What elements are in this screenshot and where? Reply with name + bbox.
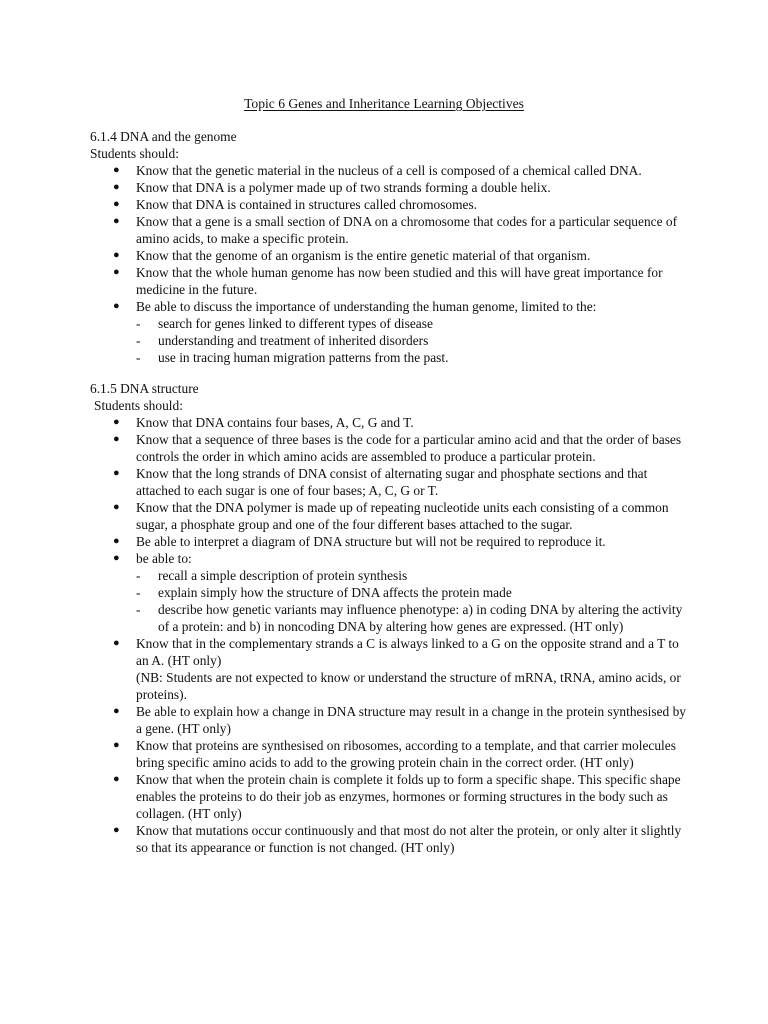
sub-item-text: describe how genetic variants may influence phenotype: a) in coding DNA by altering the activity of a protein: and b) in noncoding DNA by altering how genes are expressed. (HT only) xyxy=(158,602,683,634)
sub-item xyxy=(136,601,690,635)
bullet-icon: ● xyxy=(113,164,120,176)
sub-item-text: search for genes linked to different types of disease xyxy=(158,316,433,331)
objective-text: Be able to discuss the importance of understanding the human genome, limited to the: xyxy=(136,299,597,314)
bullet-icon: ● xyxy=(113,739,120,751)
dash-icon: - xyxy=(136,333,141,348)
objective-text: Know that DNA is a polymer made up of two strands forming a double helix. xyxy=(136,180,551,195)
objective-text: Be able to explain how a change in DNA structure may result in a change in the protein synthesised by a gene. (HT only) xyxy=(136,704,686,736)
objective-text: Know that DNA contains four bases, A, C, G and T. xyxy=(136,415,414,430)
dash-icon: - xyxy=(136,568,141,583)
bullet-icon: ● xyxy=(113,300,120,312)
sub-item xyxy=(136,315,690,332)
objective-item xyxy=(90,264,690,298)
objective-text: Know that mutations occur continuously and that most do not alter the protein, or only alter it slightly so that its appearance or function is not changed. (HT only) xyxy=(136,823,682,855)
objective-text: Know that proteins are synthesised on ribosomes, according to a template, and that carrier molecules bring specific amino acids to add to the growing protein chain in the correct order. (HT only) xyxy=(136,738,676,770)
objective-item xyxy=(90,213,690,247)
bullet-icon: ● xyxy=(113,433,120,445)
objective-item xyxy=(90,822,690,856)
sub-item xyxy=(136,584,690,601)
sub-list xyxy=(136,567,690,635)
sub-item-text: explain simply how the structure of DNA affects the protein made xyxy=(158,585,512,600)
objective-item xyxy=(90,431,690,465)
dash-icon: - xyxy=(136,350,141,365)
dash-icon: - xyxy=(136,585,141,600)
objective-note: (NB: Students are not expected to know or understand the structure of mRNA, tRNA, amino acids, or proteins). xyxy=(136,670,681,702)
objective-list xyxy=(90,162,690,366)
objective-item xyxy=(90,550,690,635)
objective-item xyxy=(90,196,690,213)
objective-text: Know that the DNA polymer is made up of repeating nucleotide units each consisting of a common sugar, a phosphate group and one of the four different bases attached to the sugar. xyxy=(136,500,669,532)
objective-text: Be able to interpret a diagram of DNA structure but will not be required to reproduce it. xyxy=(136,534,606,549)
sub-item xyxy=(136,567,690,584)
document-title: Topic 6 Genes and Inheritance Learning Objectives xyxy=(244,96,524,111)
objective-text: Know that in the complementary strands a C is always linked to a G on the opposite strand and a T to an A. (HT only) xyxy=(136,636,679,668)
bullet-icon: ● xyxy=(113,773,120,785)
bullet-icon: ● xyxy=(113,266,120,278)
objective-text: Know that a sequence of three bases is the code for a particular amino acid and that the order of bases controls the order in which amino acids are assembled to produce a particular protein. xyxy=(136,432,682,464)
bullet-icon: ● xyxy=(113,416,120,428)
dash-icon: - xyxy=(136,316,141,331)
bullet-icon: ● xyxy=(113,535,120,547)
objective-text: Know that the long strands of DNA consist of alternating sugar and phosphate sections and that attached to each sugar is one of four bases; A, C, G or T. xyxy=(136,466,648,498)
dash-icon: - xyxy=(136,602,141,617)
objective-item xyxy=(90,162,690,179)
objective-item xyxy=(90,771,690,822)
objective-list xyxy=(90,414,690,856)
objective-item xyxy=(90,465,690,499)
section-dna-structure xyxy=(90,380,690,856)
bullet-icon: ● xyxy=(113,552,120,564)
objective-item xyxy=(90,635,690,703)
bullet-icon: ● xyxy=(113,705,120,717)
sub-list xyxy=(136,315,690,366)
objective-item xyxy=(90,737,690,771)
section-heading: 6.1.5 DNA structure xyxy=(90,381,199,396)
bullet-icon: ● xyxy=(113,637,120,649)
objective-item xyxy=(90,703,690,737)
section-dna-and-genome xyxy=(90,128,690,366)
objective-item xyxy=(90,179,690,196)
objective-item xyxy=(90,499,690,533)
objective-text: Know that DNA is contained in structures called chromosomes. xyxy=(136,197,478,212)
objective-item xyxy=(90,247,690,264)
sub-item-text: use in tracing human migration patterns from the past. xyxy=(158,350,449,365)
objective-item xyxy=(90,414,690,431)
objective-text: be able to: xyxy=(136,551,192,566)
bullet-icon: ● xyxy=(113,501,120,513)
objective-text: Know that a gene is a small section of DNA on a chromosome that codes for a particular sequence of amino acids, to make a specific protein. xyxy=(136,214,678,246)
objective-text: Know that when the protein chain is complete it folds up to form a specific shape. This specific shape enables the proteins to do their job as enzymes, hormones or forming structures in the body such as collagen. (HT only) xyxy=(136,772,681,821)
objective-text: Know that the genetic material in the nucleus of a cell is composed of a chemical called DNA. xyxy=(136,163,642,178)
bullet-icon: ● xyxy=(113,467,120,479)
bullet-icon: ● xyxy=(113,249,120,261)
section-intro: Students should: xyxy=(90,146,179,161)
sub-item-text: recall a simple description of protein synthesis xyxy=(158,568,408,583)
bullet-icon: ● xyxy=(113,198,120,210)
section-heading: 6.1.4 DNA and the genome xyxy=(90,129,237,144)
bullet-icon: ● xyxy=(113,181,120,193)
objective-text: Know that the whole human genome has now been studied and this will have great importance for medicine in the future. xyxy=(136,265,663,297)
objective-item xyxy=(90,298,690,366)
sub-item xyxy=(136,349,690,366)
bullet-icon: ● xyxy=(113,215,120,227)
bullet-icon: ● xyxy=(113,824,120,836)
sub-item xyxy=(136,332,690,349)
objective-text: Know that the genome of an organism is the entire genetic material of that organism. xyxy=(136,248,591,263)
section-intro: Students should: xyxy=(94,398,183,413)
objective-item xyxy=(90,533,690,550)
sub-item-text: understanding and treatment of inherited disorders xyxy=(158,333,429,348)
